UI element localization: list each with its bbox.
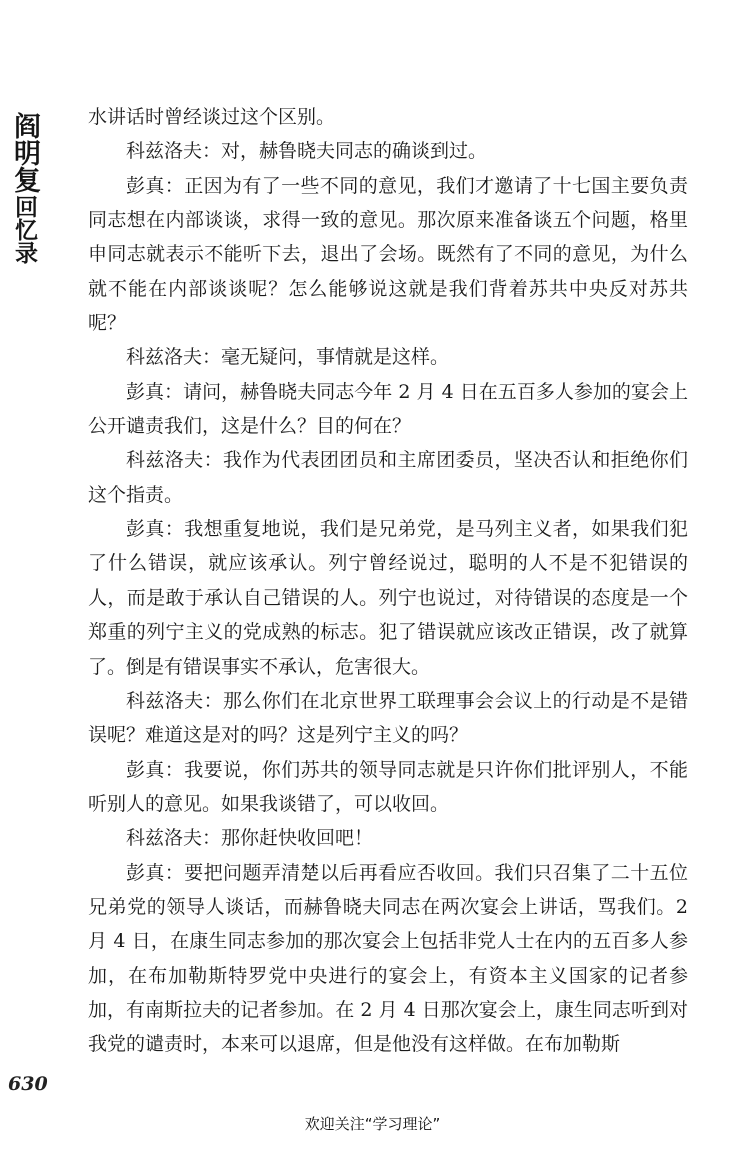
paragraph-text: 正因为有了一些不同的意见，我们才邀请了十七国主要负责同志想在内部谈谈，求得一致的意见。那次原来准备谈五个问题，格里申同志就表示不能听下去，退出了会场。既然有了不同的意见，为什么就不能在内部谈谈呢？怎么能够说这就是我们背着苏共中央反对苏共呢？ bbox=[88, 174, 688, 335]
body-text bbox=[88, 100, 688, 1062]
paragraph bbox=[88, 684, 688, 753]
speaker-label: 科兹洛夫： bbox=[126, 827, 222, 850]
book-title-sub: 回忆录 bbox=[11, 195, 38, 264]
paragraph-text: 毫无疑问，事情就是这样。 bbox=[221, 346, 450, 369]
speaker-label: 科兹洛夫： bbox=[126, 689, 223, 712]
paragraph-text: 对，赫鲁晓夫同志的确谈到过。 bbox=[221, 140, 488, 163]
page-number: 630 bbox=[8, 1073, 48, 1095]
paragraph-text: 请问，赫鲁晓夫同志今年 2 月 4 日在五百多人参加的宴会上公开谴责我们，这是什么？目的何在？ bbox=[88, 380, 688, 438]
paragraph-text: 我想重复地说，我们是兄弟党，是马列主义者，如果我们犯了什么错误，就应该承认。列宁曾经说过，聪明的人不是不犯错误的人，而是敢于承认自己错误的人。列宁也说过，对待错误的态度是一个郑重的列宁主义的党成熟的标志。犯了错误就应该改正错误，改了就算了。倒是有错误事实不承认，危害很大。 bbox=[88, 518, 688, 678]
speaker-label: 科兹洛夫： bbox=[126, 449, 223, 472]
paragraph bbox=[88, 134, 688, 168]
paragraph-text: 那么你们在北京世界工联理事会会议上的行动是不是错误呢？难道这是对的吗？这是列宁主义的吗？ bbox=[88, 689, 688, 747]
paragraph-text: 那你赶快收回吧！ bbox=[221, 827, 374, 850]
speaker-label: 彭真： bbox=[126, 758, 185, 781]
speaker-label: 彭真： bbox=[126, 174, 185, 197]
paragraph bbox=[88, 821, 688, 855]
paragraph bbox=[88, 100, 688, 134]
paragraph bbox=[88, 443, 688, 512]
paragraph-text: 要把问题弄清楚以后再看应否收回。我们只召集了二十五位兄弟党的领导人谈话，而赫鲁晓夫同志在两次宴会上讲话，骂我们。2 月 4 日，在康生同志参加的那次宴会上包括非党人士在内的五百多人参加，在布加勒斯特罗党中央进行的宴会上，有资本主义国家的记者参加，有南斯拉夫的记者参加。在 2 月 4 日那次宴会上，康生同志听到对我党的谴责时，本来可以退席，但是他没有这样做。在布加勒斯 bbox=[88, 861, 688, 1056]
paragraph bbox=[88, 340, 688, 374]
book-title-main: 阎明复 bbox=[9, 112, 40, 193]
footer-note: 欢迎关注“学习理论” bbox=[304, 1115, 441, 1133]
paragraph-text: 水讲话时曾经谈过这个区别。 bbox=[88, 106, 336, 128]
paragraph bbox=[88, 856, 688, 1062]
paragraph bbox=[88, 753, 688, 822]
paragraph-text: 我要说，你们苏共的领导同志就是只许你们批评别人，不能听别人的意见。如果我谈错了，可以收回。 bbox=[88, 758, 688, 815]
paragraph bbox=[88, 375, 688, 444]
book-title-vertical bbox=[4, 112, 44, 264]
speaker-label: 彭真： bbox=[126, 380, 184, 403]
speaker-label: 彭真： bbox=[126, 861, 185, 884]
speaker-label: 彭真： bbox=[126, 518, 185, 541]
speaker-label: 科兹洛夫： bbox=[126, 140, 222, 163]
paragraph-text: 我作为代表团团员和主席团委员，坚决否认和拒绝你们这个指责。 bbox=[88, 449, 688, 506]
paragraph bbox=[88, 512, 688, 684]
paragraph bbox=[88, 169, 688, 341]
speaker-label: 科兹洛夫： bbox=[126, 346, 222, 369]
